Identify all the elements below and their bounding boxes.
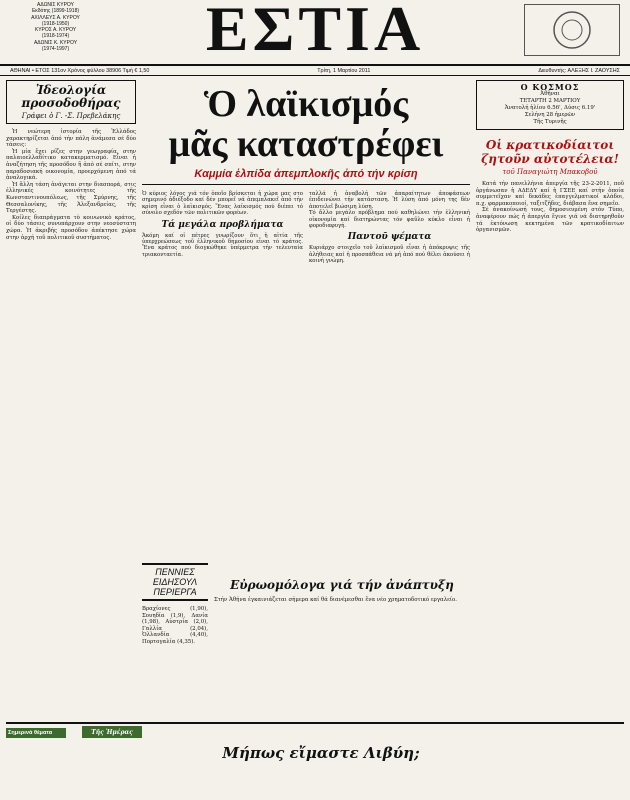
pennies-title-line: ΕΙΔΗΣΟΥΛ	[152, 577, 198, 587]
paragraph: Κυριάρχο στοιχεῖο τοῦ λαϊκισμοῦ εἶναι ἡ ἀπόκρυψις τῆς ἀλήθειας καί ἡ προσπάθεια νά μή ἀπό πού θέλει ἀκούσει ἡ κοινή γνώμη.	[309, 245, 470, 265]
lower-block	[142, 563, 470, 646]
pennies-title	[142, 563, 208, 601]
bottom-left	[6, 728, 66, 738]
kosmos-line: Ἀθῆναι	[540, 91, 560, 97]
founder-name: ΑΔΩΝΙΣ ΚΥΡΟΥ	[37, 2, 74, 8]
kosmos-line: Τῆς Τυρινῆς	[533, 119, 567, 125]
paragraph: Ἡ μία ἔχει ρίζες στην γεωγραφία, στην παλαιοελλαδίτικο κατακερματισμό. Εἶναι ἡ ἀναζήτηση τῆς προσόδου ἢ ἀπό σέ σπίτι, στην παραδοσιακή οικονομία, προερχόμενη ἀπό τά ἀναλογικά.	[6, 148, 136, 182]
paragraph: Τό ἄλλο μεγάλο πρόβλημα πού καθηλώνει τήν ἑλληνική οἰκονομία καί διατηρώντας τόν φαῦλο κύκλο εἶναι ἡ φοροδιαφυγή.	[309, 210, 470, 230]
founders-list	[8, 2, 103, 52]
article-column	[142, 191, 303, 265]
paragraph: Κοίλες διαπράγματα τὸ κοινωνικὸ κράτος, οἱ δύο τάσεις συνυπάρχουν στην νεοσύστατη χώρα. Ἡ ἀκριβής προσόδου ἀπέκτησε χώρα στην ἀρχή τοῦ πολιτικοῦ συστήματος.	[6, 214, 136, 241]
kosmos-box	[476, 80, 624, 130]
right-byline: τοῦ Παναγιώτη Μπακοβοῦ	[502, 168, 598, 176]
section-heading: Παντοῦ ψέματα	[347, 232, 432, 243]
paragraph: Σέ ἀνακοίνωσή τους, δημοσιευμένη στόν Τύπο, ἀναφέρουν πώς ἡ ἀπεργία ἔγινε γιά νά διατηρηθοῦν τά ἐκτόνωση κεκτημένα τῶν κρατικοδίαιτων ὀργανισμῶν.	[476, 207, 624, 234]
founder-name: ΑΧΙΛΛΕΥΣ Α. ΚΥΡΟΥ	[31, 14, 80, 21]
main-article	[142, 80, 470, 265]
bottom-headline: Μήπως εἴμαστε Λιβύη;	[222, 744, 420, 762]
article-columns	[142, 191, 470, 265]
headline-line: μᾶς καταστρέφει	[168, 123, 444, 165]
right-body	[476, 181, 624, 234]
founder-years: (1918-1974)	[41, 33, 70, 40]
pennies-title-line: ΠΕΡΙΕΡΓΑ	[153, 587, 197, 597]
kosmos-title: Ο ΚΟΣΜΟΣ	[520, 82, 580, 92]
todays-topics-label: Σημερινά θέματα	[6, 728, 66, 738]
pennies-title-line: ΠΕΝΝΙΕΣ	[155, 567, 195, 577]
opinion-box	[6, 80, 136, 124]
paragraph: Ἡ ἄλλη τάση ἀνάγεται στην διασπορά, στις ἑλληνικές κοινότητες τῆς Κωνσταντινουπόλεως, τῆς Σμύρνης, τῆς Θεσσαλονίκης, τῆς Ἀλεξανδρείας, τῆς Τεργέστης.	[6, 181, 136, 215]
bottom-strip	[6, 722, 624, 800]
paragraph: ταλλά ἡ ἀναβολή τῶν ἀπαραίτητων ἀποφάσεων ἐπιδεινώνει τήν κατάσταση. Ἡ λύση ἀπό μόνη της δέν ἀποτελεῖ βιώσιμη λύση.	[309, 191, 470, 210]
issue-date: Τρίτη, 1 Μαρτίου 2011	[317, 67, 371, 74]
section-heading: Τά μεγάλα προβλήματα	[161, 219, 284, 230]
founder-years: (1918-1950)	[41, 20, 70, 27]
opinion-body	[6, 129, 136, 241]
founder-name: ΚΥΡΟΣ Α. ΚΥΡΟΥ	[34, 27, 77, 34]
main-headline	[142, 84, 470, 164]
founder-years: Εκδότης (1899-1918)	[31, 8, 80, 15]
euro-title: Εὐρωομόλογα γιά τήν ἀνάπτυξη	[230, 578, 454, 592]
opinion-byline: Γράφει ὁ Γ. -Σ. Πρεβελάκης	[21, 112, 121, 120]
euro-article	[214, 563, 470, 646]
right-column	[476, 80, 624, 234]
paragraph: Ἀκόμη καί οἱ πέτρες γνωρίζουν ὅτι ἡ αἰτία τῆς ὑπερχρεώσεως τοῦ ἑλληνικοῦ δημοσίου εἶναι τό κράτος. Ἕνα κράτος πού διογκώθηκε ὑπέρμετρα τήν τελευταία τριακονταετία.	[142, 232, 303, 258]
paragraph: Κατά τήν πανελλήνια ἀπεργία τῆς 23-2-2011, ποῦ ὀργάνωσαν ἡ ΑΔΕΔΥ καί ἡ ΓΣΕΕ καί στήν ὁποία συμμετεῖχαν καί δεκάδες ἐπαγγελματικοί κλάδοι, π.χ. φαρμακοποιοί, ταξιτζῆδες, διάβασα ἔνα σημεῖο.	[476, 181, 624, 207]
dateline	[0, 64, 630, 76]
paragraph: Ἡ νεώτερη ἱστορία τῆς Ἑλλάδος χαρακτηρίζεται ἀπό τήν πάλη ἀνάμεσα σέ δύο τάσεις:	[6, 129, 136, 149]
today-label: Τῆς Ἡμέρας	[82, 726, 142, 738]
kosmos-line: Ἀνατολή ἡλίου 6.56', Δύσις 6.19'	[504, 105, 596, 111]
editor-info: Διευθυντής: ΑΛΕΞΗΣ Ι. ΖΑΟΥΣΗΣ	[538, 67, 620, 74]
issue-info: ΑΘΗΝΑΙ • ΕΤΟΣ 131ον Χρόνος φύλλου 38906 Τιμή € 1,50	[10, 67, 150, 74]
pennies-box	[142, 563, 208, 646]
headline-line: Ὁ λαϊκισμός	[203, 83, 409, 125]
opinion-title: Ἰδεολογία προσοδοθήρας	[21, 83, 121, 110]
masthead	[0, 0, 630, 62]
kosmos-line: ΤΕΤΑΡΤΗ 2 ΜΑΡΤΙΟΥ	[519, 98, 581, 104]
article-column	[309, 191, 470, 265]
right-headline: Οἱ κρατικοδίαιτοι ζητοῦν αὐτοτέλεια!	[481, 138, 619, 166]
founder-name: ΑΔΩΝΙΣ Κ. ΚΥΡΟΥ	[33, 39, 78, 46]
main-subhead: Καμμία ἐλπίδα ἀπεμπλοκῆς ἀπό τήν κρίση	[142, 168, 470, 185]
founder-years: (1974-1997)	[41, 46, 70, 53]
newspaper-logo: ΕΣΤΙΑ	[205, 0, 425, 64]
paragraph: Ὁ κύριος λόγος γιά τόν ὁποῖο βρίσκεται ἡ χώρα μας στο σημερινό ἀδιέξοδο καί δέν μπορεῖ νά ἀπεμπλακεῖ ἀπό τήν κρίση εἶναι ὁ λαϊκισμός. Ἕνας λαϊκισμός πού διέπει τό σύνολο σχεδόν τῶν πολιτικῶν φορέων.	[142, 191, 303, 217]
seal-icon	[524, 4, 620, 56]
pennies-body: Βραχίονες (1,90), Σουηδία (1,9), Δανία (1,98), Αὐστρία (2,0), Γαλλία (2,04), Ὁλλανδία (4,40), Πορτογαλία (4,35).	[142, 606, 208, 645]
left-column	[6, 80, 136, 720]
euro-body: Στήν Ἀθήνα ἐγκαινιάζεται σήμερα καί θά διανέμεσθαι ἕνα νέο χρηματοδοτικό εργαλείο.	[214, 597, 457, 603]
kosmos-line: Σελήνη 28 ἡμερῶν	[524, 112, 576, 118]
